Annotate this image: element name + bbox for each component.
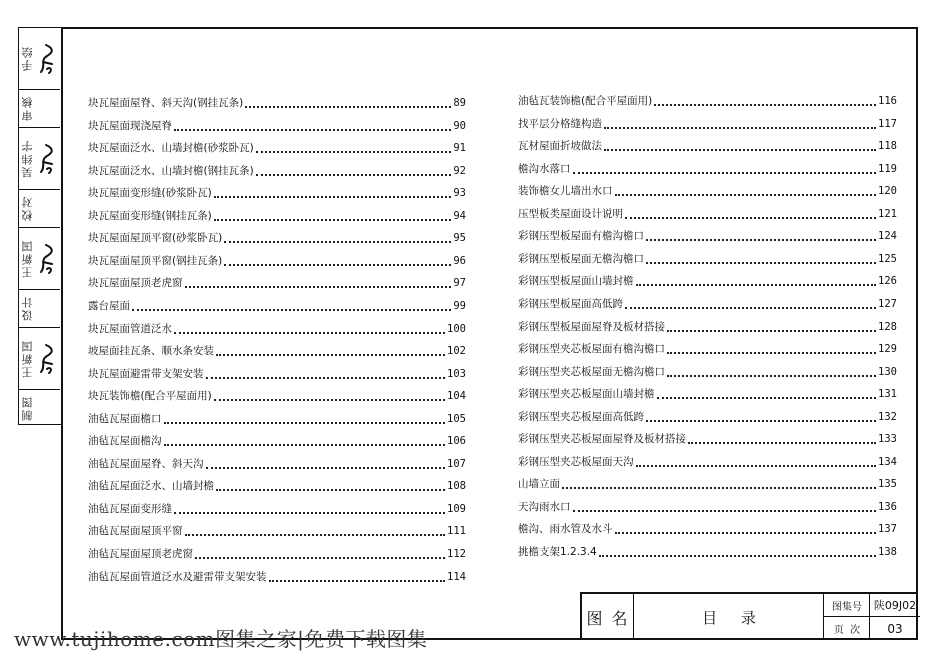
- toc-entry: [518, 228, 897, 244]
- toc-entry-title: 块瓦屋面屋脊、斜天沟(钢挂瓦条): [88, 97, 244, 109]
- toc-leader-dots: [573, 510, 877, 512]
- toc-entry-title: 檐沟水落口: [518, 162, 571, 175]
- signoff-cell: [19, 128, 60, 190]
- toc-entry-page: 130: [878, 365, 897, 378]
- toc-leader-dots: [216, 489, 445, 491]
- toc-leader-dots: [625, 307, 876, 309]
- toc-entry: [518, 476, 897, 492]
- signoff-label: 王新国: [21, 239, 34, 278]
- toc-entry: [518, 386, 897, 402]
- toc-entry-title: 彩钢压型夹芯板屋面有檐沟檐口: [518, 343, 665, 356]
- toc-entry: [88, 433, 466, 449]
- toc-entry-title: 彩钢压型板屋面山墙封檐: [518, 275, 634, 288]
- page-value: 03: [887, 621, 903, 636]
- toc-entry: [88, 343, 466, 359]
- toc-entry: [88, 275, 466, 291]
- toc-leader-dots: [604, 127, 876, 129]
- toc-leader-dots: [599, 555, 876, 557]
- toc-entry-title: 压型板类屋面设计说明: [518, 207, 623, 220]
- signoff-cell: [19, 290, 60, 328]
- signoff-cell: [19, 190, 60, 228]
- toc-entry-title: 彩钢压型夹芯板屋面高低跨: [518, 410, 644, 423]
- atlas-label: 图集号: [832, 601, 862, 613]
- atlas-label-cell: [824, 594, 870, 617]
- toc-entry-page: 125: [878, 252, 897, 265]
- signoff-label: 吴纬宇: [21, 139, 34, 178]
- toc-entry-title: 块瓦屋面现浇屋脊: [88, 119, 172, 132]
- toc-leader-dots: [216, 354, 445, 356]
- toc-leader-dots: [654, 104, 876, 106]
- toc-entry: [88, 478, 466, 494]
- toc-entry-title: 块瓦屋面变形缝(钢挂瓦条): [88, 209, 212, 222]
- toc-entry-page: 94: [453, 209, 466, 222]
- toc-entry-title: 块瓦屋面泛水、山墙封檐(砂浆卧瓦): [88, 142, 254, 155]
- toc-entry-page: 108: [447, 480, 466, 493]
- toc-leader-dots: [256, 174, 452, 176]
- toc-entry-page: 116: [878, 95, 897, 107]
- toc-leader-dots: [164, 444, 446, 446]
- toc-entry-title: 块瓦装饰檐(配合平屋面用): [88, 390, 212, 403]
- toc-entry-title: 坡屋面挂瓦条、顺水条安装: [88, 345, 214, 358]
- toc-entry-page: 129: [878, 343, 897, 356]
- toc-entry-page: 114: [447, 570, 466, 583]
- toc-entry: [88, 140, 466, 156]
- toc-entry-page: 97: [453, 277, 466, 290]
- toc-entry-page: 121: [878, 207, 897, 220]
- toc-entry-page: 95: [453, 232, 466, 245]
- toc-entry: [518, 251, 897, 267]
- toc-entry: [518, 296, 897, 312]
- toc-entry: [88, 546, 466, 562]
- handwritten-signature: [37, 28, 57, 89]
- page-label: 页 次: [833, 625, 861, 636]
- toc-entry: [88, 230, 466, 246]
- toc-entry: [518, 206, 897, 222]
- toc-entry: [88, 253, 466, 269]
- signature-scribble-icon: [38, 142, 56, 176]
- toc-leader-dots: [206, 467, 446, 469]
- toc-entry-page: 117: [878, 117, 897, 130]
- toc-entry-page: 138: [878, 546, 897, 558]
- toc-entry: [88, 366, 466, 382]
- toc-entry-page: 132: [878, 410, 897, 423]
- toc-leader-dots: [224, 241, 451, 243]
- toc-entry: [518, 161, 897, 177]
- toc-leader-dots: [214, 219, 452, 221]
- toc-entry-title: 找平层分格缝构造: [518, 117, 602, 130]
- toc-entry-page: 119: [878, 162, 897, 175]
- toc-entry-page: 90: [453, 119, 466, 132]
- toc-entry: [88, 208, 466, 224]
- toc-entry-title: 块瓦屋面泛水、山墙封檐(钢挂瓦条): [88, 164, 254, 177]
- toc-entry-page: 112: [447, 548, 466, 560]
- toc-entry-page: 106: [447, 435, 466, 448]
- toc-entry-page: 93: [453, 187, 466, 200]
- toc-entry-title: 油毡瓦屋面屋顶平窗: [88, 525, 183, 538]
- toc-entry-page: 136: [878, 500, 897, 513]
- toc-entry-page: 124: [878, 230, 897, 243]
- toc-entry-page: 128: [878, 320, 897, 333]
- toc-entry: [518, 138, 897, 154]
- toc-entry-title: 块瓦屋面变形缝(砂浆卧瓦): [88, 187, 212, 200]
- toc-entry-title: 装饰檐女儿墙出水口: [518, 185, 613, 198]
- toc-entry-page: 103: [447, 367, 466, 380]
- title-block-name-label-cell: [582, 594, 634, 640]
- toc-entry-title: 油毡瓦屋面变形缝: [88, 502, 172, 515]
- toc-entry-title: 露台屋面: [88, 299, 130, 312]
- toc-entry: [518, 431, 897, 447]
- toc-leader-dots: [174, 332, 445, 334]
- toc-leader-dots: [667, 375, 876, 377]
- toc-entry: [88, 456, 466, 472]
- site-watermark: www.tujihome.com图集之家|免费下载图集: [14, 627, 428, 651]
- toc-entry: [518, 364, 897, 380]
- toc-entry: [518, 341, 897, 357]
- handwritten-signature: [37, 328, 57, 389]
- toc-entry: [88, 388, 466, 404]
- toc-leader-dots: [256, 151, 452, 153]
- toc-entry-page: 120: [878, 185, 897, 198]
- signoff-cell: [19, 390, 60, 426]
- signoff-strip: [18, 27, 61, 425]
- toc-entry: [518, 521, 897, 537]
- toc-leader-dots: [667, 352, 876, 354]
- toc-leader-dots: [206, 377, 446, 379]
- title-block-name-label: 图 名: [586, 608, 630, 628]
- signoff-label: 设计: [21, 295, 34, 322]
- toc-leader-dots: [132, 309, 451, 311]
- toc-leader-dots: [636, 465, 877, 467]
- toc-entry: [518, 454, 897, 470]
- toc-entry-title: 山墙立面: [518, 478, 560, 491]
- signoff-label: 审核: [21, 95, 34, 122]
- page-value-cell: [870, 617, 920, 640]
- toc-leader-dots: [657, 397, 877, 399]
- toc-entry-title: 油毡瓦装饰檐(配合平屋面用): [518, 95, 653, 107]
- toc-leader-dots: [667, 330, 876, 332]
- signoff-cell: [19, 28, 60, 90]
- toc-entry-title: 油毡瓦屋面管道泛水及避雷带支架安装: [88, 570, 267, 583]
- title-block-name-value: 目 录: [702, 608, 756, 627]
- toc-entry: [88, 411, 466, 427]
- toc-entry-page: 100: [447, 322, 466, 335]
- toc-entry-page: 133: [878, 433, 897, 446]
- toc-leader-dots: [625, 217, 876, 219]
- toc-leader-dots: [164, 422, 446, 424]
- toc-entry: [88, 95, 466, 111]
- toc-leader-dots: [636, 284, 877, 286]
- signoff-label: 王新国: [21, 339, 34, 378]
- toc-entry-page: 135: [878, 478, 897, 491]
- signature-scribble-icon: [38, 42, 56, 76]
- toc-entry: [88, 321, 466, 337]
- toc-entry-page: 137: [878, 523, 897, 536]
- toc-entry-page: 105: [447, 412, 466, 425]
- toc-entry-page: 102: [447, 345, 466, 358]
- toc-leader-dots: [646, 262, 876, 264]
- signoff-label: 手绘: [21, 45, 34, 72]
- signoff-cell: [19, 90, 60, 128]
- toc-entry-page: 91: [453, 142, 466, 155]
- toc-entry-page: 99: [453, 299, 466, 312]
- toc-leader-dots: [245, 106, 451, 108]
- toc-entry: [518, 183, 897, 199]
- toc-entry: [88, 523, 466, 539]
- title-block-name-value-cell: [634, 594, 824, 640]
- toc-leader-dots: [195, 557, 445, 559]
- toc-entry-title: 挑檐支架1.2.3.4: [518, 546, 597, 558]
- title-block: [580, 592, 918, 640]
- toc-entry: [88, 163, 466, 179]
- toc-entry-title: 油毡瓦屋面檐沟: [88, 435, 162, 448]
- toc-leader-dots: [562, 487, 876, 489]
- toc-entry: [518, 93, 897, 109]
- toc-leader-dots: [615, 194, 877, 196]
- toc-entry-page: 107: [447, 457, 466, 470]
- toc-entry-title: 油毡瓦屋面屋顶老虎窗: [88, 548, 193, 560]
- toc-leader-dots: [269, 580, 446, 582]
- handwritten-signature: [37, 128, 57, 189]
- toc-entry-title: 彩钢压型夹芯板屋面屋脊及板材搭接: [518, 433, 686, 446]
- toc-entry-page: 104: [447, 390, 466, 403]
- toc-entry: [518, 544, 897, 560]
- toc-entry-page: 131: [878, 388, 897, 401]
- toc-entry: [518, 499, 897, 515]
- toc-entry-page: 96: [453, 254, 466, 267]
- toc-entry-page: 111: [447, 525, 466, 538]
- toc-entry-title: 瓦材屋面折坡做法: [518, 140, 602, 153]
- toc-entry: [88, 298, 466, 314]
- toc-entry-title: 块瓦屋面管道泛水: [88, 322, 172, 335]
- toc-entry: [88, 118, 466, 134]
- toc-leader-dots: [646, 420, 876, 422]
- toc-leader-dots: [174, 129, 451, 131]
- toc-entry-page: 109: [447, 502, 466, 515]
- toc-entry-title: 檐沟、雨水管及水斗: [518, 523, 613, 536]
- toc-entry: [518, 116, 897, 132]
- toc-entry-page: 89: [453, 97, 466, 109]
- toc-entry-page: 126: [878, 275, 897, 288]
- handwritten-signature: [37, 228, 57, 289]
- toc-leader-dots: [604, 149, 876, 151]
- toc-entry-title: 油毡瓦屋面屋脊、斜天沟: [88, 457, 204, 470]
- toc-entry-title: 彩钢压型夹芯板屋面天沟: [518, 455, 634, 468]
- toc-entry: [88, 185, 466, 201]
- signoff-label: 制图: [21, 395, 34, 421]
- signoff-label: 校对: [21, 195, 34, 222]
- toc-entry-page: 134: [878, 455, 897, 468]
- signature-scribble-icon: [38, 242, 56, 276]
- toc-entry-title: 彩钢压型板屋面屋脊及板材搭接: [518, 320, 665, 333]
- toc-leader-dots: [185, 534, 446, 536]
- signoff-cell: [19, 328, 60, 390]
- toc-entry-title: 天沟雨水口: [518, 500, 571, 513]
- toc-leader-dots: [224, 264, 451, 266]
- atlas-value-cell: [870, 594, 920, 617]
- toc-entry-title: 彩钢压型板屋面有檐沟檐口: [518, 230, 644, 243]
- toc-entry-title: 块瓦屋面屋顶老虎窗: [88, 277, 183, 290]
- toc-entry-title: 块瓦屋面避雷带支架安装: [88, 367, 204, 380]
- toc-leader-dots: [573, 172, 877, 174]
- toc-entry: [88, 569, 466, 585]
- toc-leader-dots: [615, 532, 877, 534]
- signature-scribble-icon: [38, 342, 56, 376]
- toc-entry-title: 块瓦屋面屋顶平窗(钢挂瓦条): [88, 254, 223, 267]
- toc-leader-dots: [688, 442, 876, 444]
- toc-leader-dots: [174, 512, 445, 514]
- toc-leader-dots: [646, 239, 876, 241]
- toc-entry-title: 彩钢压型夹芯板屋面山墙封檐: [518, 388, 655, 401]
- toc-leader-dots: [214, 399, 445, 401]
- atlas-value: 陕09J02: [873, 599, 917, 612]
- toc-entry: [518, 319, 897, 335]
- toc-leader-dots: [185, 286, 452, 288]
- toc-entry-page: 118: [878, 140, 897, 153]
- toc-entry-title: 彩钢压型板屋面无檐沟檐口: [518, 252, 644, 265]
- toc-entry-title: 彩钢压型板屋面高低跨: [518, 297, 623, 310]
- toc-leader-dots: [214, 196, 452, 198]
- toc-entry-page: 127: [878, 297, 897, 310]
- toc-entry-title: 油毡瓦屋面泛水、山墙封檐: [88, 480, 214, 493]
- toc-entry-title: 彩钢压型夹芯板屋面无檐沟檐口: [518, 365, 665, 378]
- toc-entry: [518, 409, 897, 425]
- toc-entry: [518, 273, 897, 289]
- toc-entry: [88, 501, 466, 517]
- page-label-cell: [824, 617, 870, 640]
- signoff-cell: [19, 228, 60, 290]
- toc-entry-title: 油毡瓦屋面檐口: [88, 412, 162, 425]
- toc-entry-title: 块瓦屋面屋顶平窗(砂浆卧瓦): [88, 232, 223, 245]
- toc-entry-page: 92: [453, 164, 466, 177]
